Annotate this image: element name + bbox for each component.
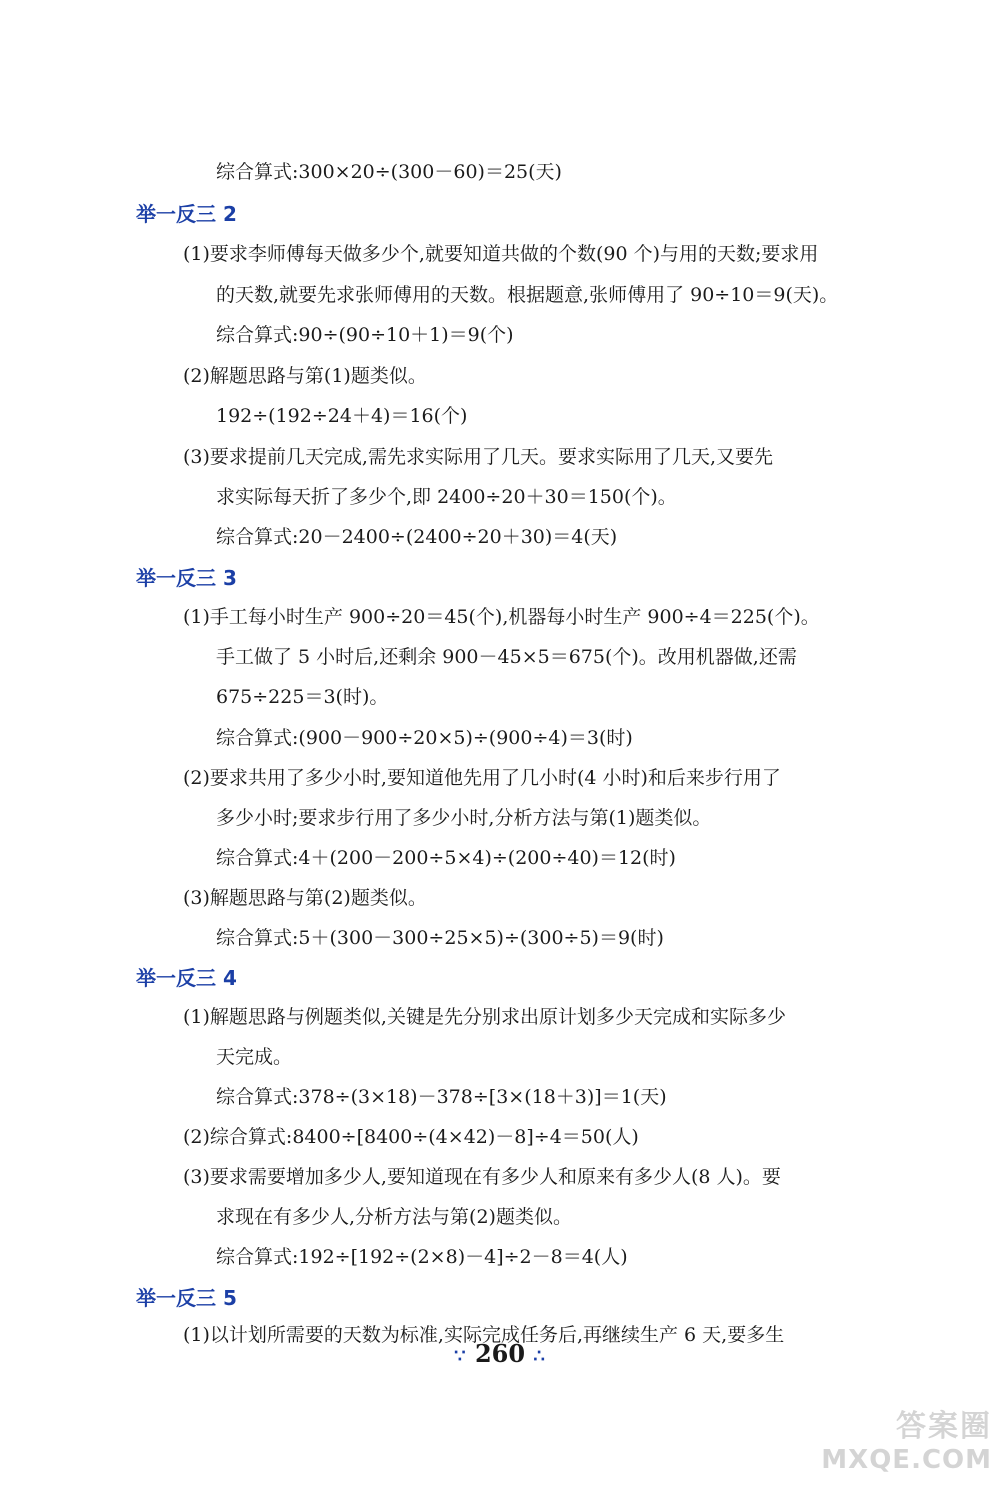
text-line: (3)解题思路与第(2)题类似。 [183,887,427,909]
watermark-url: MXQE.COM [821,1445,992,1475]
text-line: (3)要求提前几天完成,需先求实际用了几天。要求实际用了几天,又要先 [183,446,773,468]
text-line: 的天数,就要先求张师傅用的天数。根据题意,张师傅用了 90÷10＝9(天)。 [216,284,839,306]
section-heading: 举一反三 5 [136,1286,237,1310]
watermark-title: 答案圈 [896,1409,992,1444]
text-line: 综合算式:90÷(90÷10＋1)＝9(个) [216,324,514,346]
text-line: 求现在有多少人,分析方法与第(2)题类似。 [216,1206,572,1228]
text-line: (2)综合算式:8400÷[8400÷(4×42)－8]÷4＝50(人) [183,1126,639,1148]
text-line: (2)解题思路与第(1)题类似。 [183,365,427,387]
section-heading: 举一反三 4 [136,966,237,990]
text-line: (1)要求李师傅每天做多少个,就要知道共做的个数(90 个)与用的天数;要求用 [183,243,819,265]
watermark-logo [812,1401,992,1481]
text-line: (1)解题思路与例题类似,关键是先分别求出原计划多少天完成和实际多少 [183,1006,786,1028]
text-line: 192÷(192÷24＋4)＝16(个) [216,405,468,427]
text-line: 综合算式:300×20÷(300－60)＝25(天) [216,161,562,183]
section-heading: 举一反三 2 [136,202,237,226]
text-line: 675÷225＝3(时)。 [216,686,389,708]
text-line: 综合算式:192÷[192÷(2×8)－4]÷2－8＝4(人) [216,1246,628,1268]
text-line: (3)要求需要增加多少人,要知道现在有多少人和原来有多少人(8 人)。要 [183,1166,781,1188]
text-line: 综合算式:(900－900÷20×5)÷(900÷4)＝3(时) [216,727,633,749]
dots-icon: ∵ [454,1346,467,1367]
page-number-value: 260 [474,1339,526,1368]
text-line: 综合算式:4＋(200－200÷5×4)÷(200÷40)＝12(时) [216,847,676,869]
text-line: 综合算式:20－2400÷(2400÷20＋30)＝4(天) [216,526,618,548]
text-line: (2)要求共用了多少小时,要知道他先用了几小时(4 小时)和后来步行用了 [183,767,781,789]
text-line: (1)以计划所需要的天数为标准,实际完成任务后,再继续生产 6 天,要多生 [183,1324,785,1346]
text-line: 综合算式:5＋(300－300÷25×5)÷(300÷5)＝9(时) [216,927,664,949]
text-line: 天完成。 [216,1046,293,1068]
section-heading: 举一反三 3 [136,566,237,590]
text-line: 综合算式:378÷(3×18)－378÷[3×(18＋3)]＝1(天) [216,1086,667,1108]
text-line: 手工做了 5 小时后,还剩余 900－45×5＝675(个)。改用机器做,还需 [216,646,797,668]
dots-icon: ∴ [533,1346,546,1367]
text-line: 多少小时;要求步行用了多少小时,分析方法与第(1)题类似。 [216,807,712,829]
text-line: 求实际每天折了多少个,即 2400÷20＋30＝150(个)。 [216,486,677,508]
text-line: (1)手工每小时生产 900÷20＝45(个),机器每小时生产 900÷4＝225(个)。 [183,606,820,628]
page-number [0,1339,1000,1368]
